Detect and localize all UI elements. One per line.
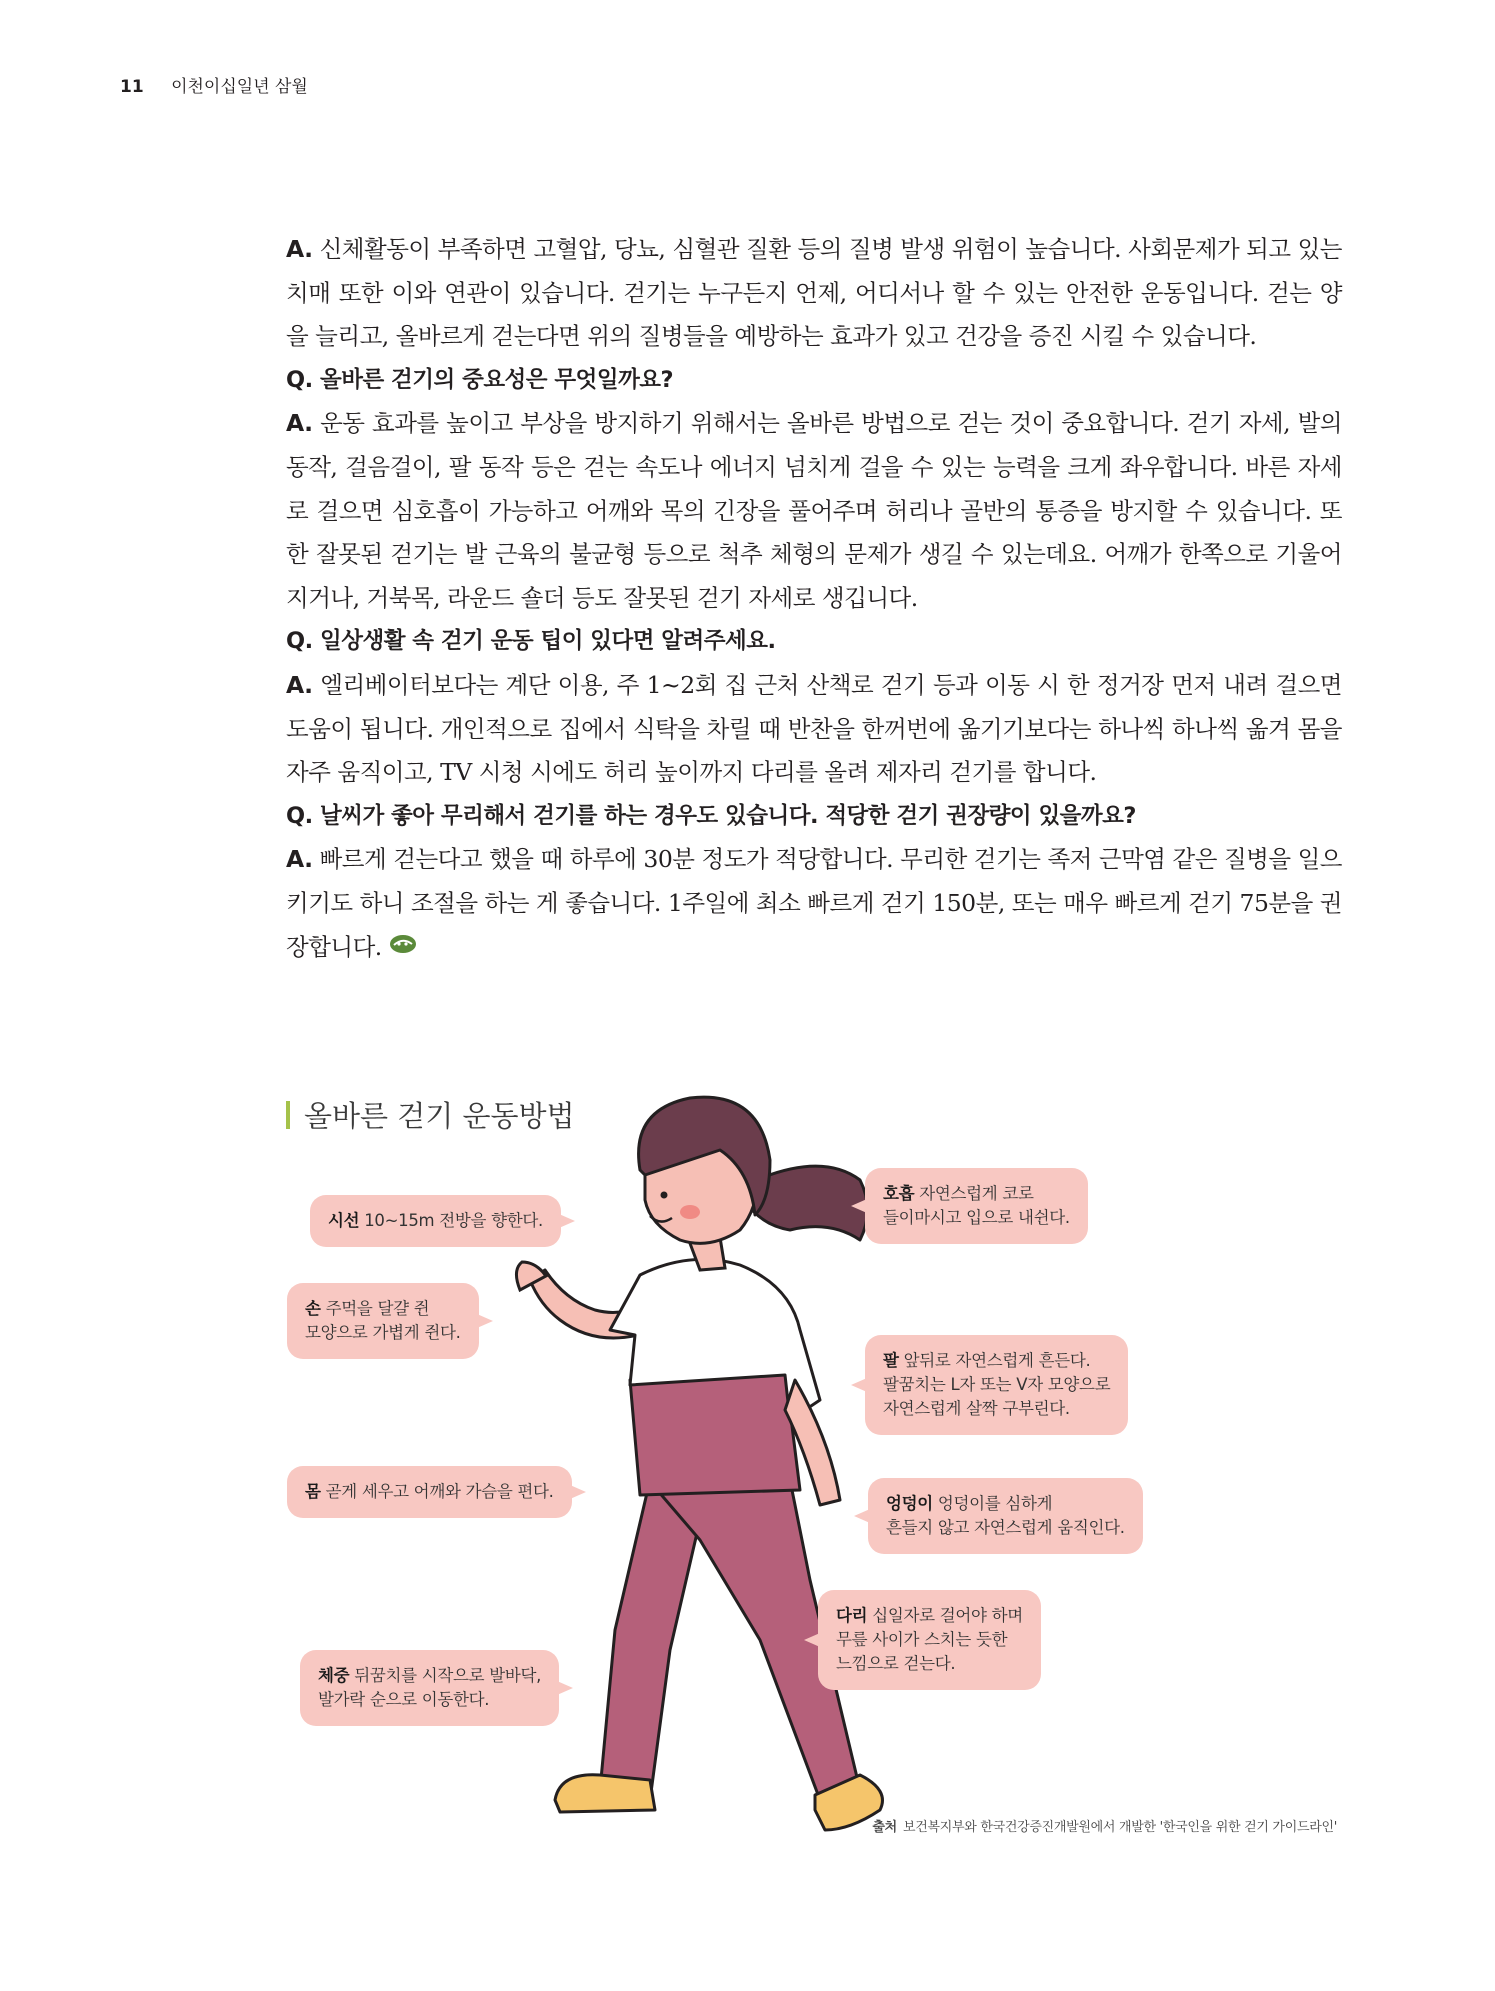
tip-text: 10~15m 전방을 향한다. — [364, 1211, 543, 1230]
pants-waist — [630, 1370, 800, 1495]
answer-lead: A. — [286, 409, 313, 438]
tip-text: 모양으로 가볍게 쥔다. — [305, 1323, 461, 1342]
tip-label: 엉덩이 — [886, 1494, 933, 1513]
tip-label: 몸 — [305, 1482, 321, 1501]
tip-text: 곧게 세우고 어깨와 가슴을 편다. — [325, 1482, 554, 1501]
page-number: 11 — [120, 77, 144, 97]
tip-breath — [865, 1168, 1088, 1244]
answer-lead: A. — [286, 670, 313, 699]
tip-text: 자연스럽게 살짝 구부린다. — [883, 1399, 1070, 1418]
tip-body — [287, 1466, 572, 1518]
tip-label: 호흡 — [883, 1184, 915, 1203]
tip-leg — [818, 1590, 1041, 1690]
tip-text: 엉덩이를 심하게 — [937, 1494, 1053, 1513]
source-credit — [872, 1816, 1337, 1835]
back-leg — [600, 1480, 700, 1800]
answer-lead: A. — [286, 845, 313, 874]
answer-text: 운동 효과를 높이고 부상을 방지하기 위해서는 올바른 방법으로 걷는 것이 중요합니다. 걷기 자세, 발의 동작, 걸음걸이, 팔 동작 등은 걷는 속도나 에너지 넘치게 걸을 수 있는 능력을 크게 좌우합니다. 바른 자세로 걸으면 심호흡이 가능하고 어깨와 목의 긴장을 풀어주며 허리나 골반의 통증을 방지할 수 있습니다. 또한 잘못된 걷기는 발 근육의 불균형 등으로 척추 체형의 문제가 생길 수 있는데요. 어깨가 한쪽으로 기울어지거나, 거북목, 라운드 숄더 등도 잘못된 걷기 자세로 생깁니다. — [286, 409, 1342, 612]
tip-text: 주먹을 달걀 쥔 — [325, 1299, 430, 1318]
tip-text: 뒤꿈치를 시작으로 발바닥, — [354, 1666, 542, 1685]
source-label: 출처 — [872, 1820, 897, 1835]
back-shoe — [555, 1775, 655, 1812]
section-title-text: 올바른 걷기 운동방법 — [304, 1099, 575, 1133]
answer-text: 엘리베이터보다는 계단 이용, 주 1~2회 집 근처 산책로 걷기 등과 이동 시 한 정거장 먼저 내려 걸으면 도움이 됩니다. 개인적으로 집에서 식탁을 차릴 때 반찬을 한꺼번에 옮기기보다는 하나씩 하나씩 옮겨 몸을 자주 움직이고, TV 시청 시에도 허리 높이까지 다리를 올려 제자리 걷기를 합니다. — [286, 670, 1342, 787]
cheek — [680, 1205, 700, 1219]
tip-text: 느낌으로 걷는다. — [836, 1654, 956, 1673]
tip-text: 흔들지 않고 자연스럽게 움직인다. — [886, 1518, 1125, 1537]
question-4: Q. 날씨가 좋아 무리해서 걷기를 하는 경우도 있습니다. 적당한 걷기 권장량이 있을까요? — [286, 802, 1136, 829]
tip-label: 팔 — [883, 1351, 899, 1370]
answer-text: 신체활동이 부족하면 고혈압, 당뇨, 심혈관 질환 등의 질병 발생 위험이 높습니다. 사회문제가 되고 있는 치매 또한 이와 연관이 있습니다. 걷기는 누구든지 언제, 어디서나 할 수 있는 안전한 운동입니다. 걷는 양을 늘리고, 올바르게 걷는다면 위의 질병들을 예방하는 효과가 있고 건강을 증진 시킬 수 있습니다. — [286, 235, 1342, 351]
question-2: Q. 올바른 걷기의 중요성은 무엇일까요? — [286, 366, 674, 393]
tip-label: 손 — [305, 1299, 321, 1318]
question-3: Q. 일상생활 속 걷기 운동 팁이 있다면 알려주세요. — [286, 628, 776, 655]
tip-gaze — [310, 1195, 561, 1247]
source-text: 보건복지부와 한국건강증진개발원에서 개발한 '한국인을 위한 걷기 가이드라인' — [902, 1820, 1337, 1835]
tip-text: 무릎 사이가 스치는 듯한 — [836, 1630, 1008, 1649]
tip-label: 다리 — [836, 1606, 868, 1625]
tip-label: 체중 — [318, 1666, 350, 1685]
answer-text: 빠르게 걷는다고 했을 때 하루에 30분 정도가 적당합니다. 무리한 걷기는 족저 근막염 같은 질병을 일으키기도 하니 조절을 하는 게 좋습니다. 1주일에 최소 빠르게 걷기 150분, 또는 매우 빠르게 걷기 75분을 권장합니다. — [286, 845, 1342, 961]
issue-date: 이천이십일년 삼월 — [171, 77, 308, 97]
eye — [661, 1192, 668, 1199]
tip-arm — [865, 1335, 1128, 1435]
tip-text: 십일자로 걸어야 하며 — [872, 1606, 1023, 1625]
tip-text: 발가락 순으로 이동한다. — [318, 1690, 490, 1709]
tip-label: 시선 — [328, 1211, 360, 1230]
tip-weight — [300, 1650, 559, 1726]
answer-lead: A. — [286, 235, 313, 263]
tip-text: 팔꿈치는 L자 또는 V자 모양으로 — [883, 1375, 1111, 1394]
tip-hand — [287, 1283, 479, 1359]
tip-hip — [868, 1478, 1143, 1554]
tip-text: 자연스럽게 코로 — [919, 1184, 1034, 1203]
tip-text: 들이마시고 입으로 내쉰다. — [883, 1208, 1070, 1227]
tip-text: 앞뒤로 자연스럽게 흔든다. — [903, 1351, 1091, 1370]
